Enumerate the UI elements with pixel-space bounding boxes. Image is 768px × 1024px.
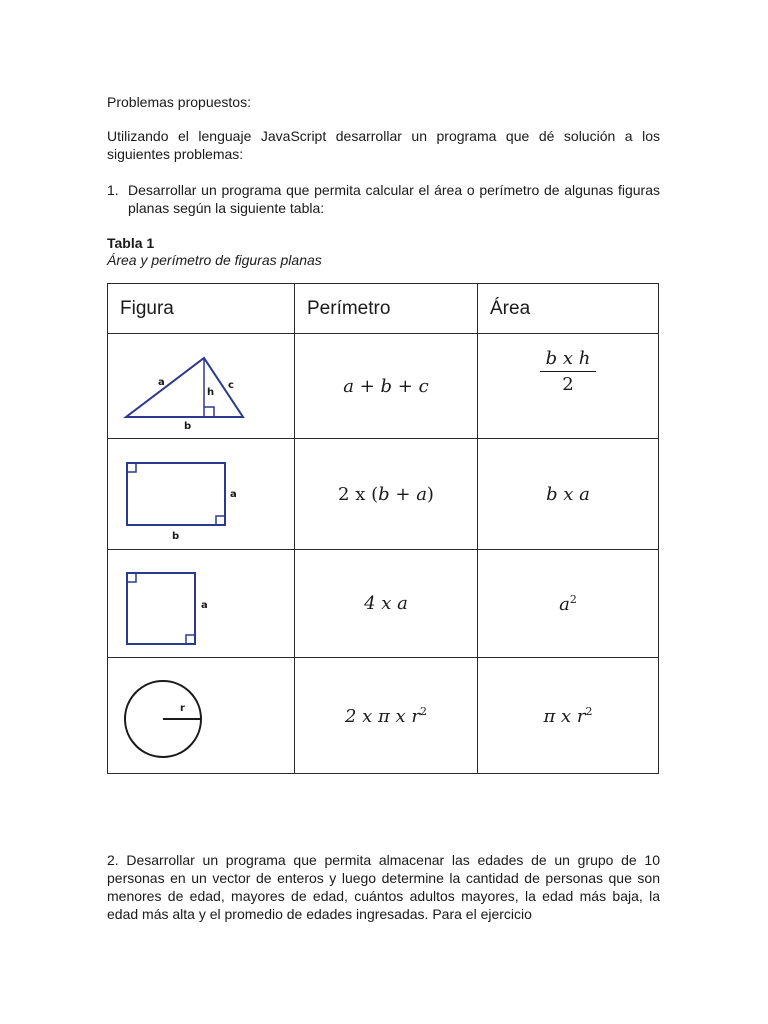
corner-mark-top-left — [127, 573, 136, 582]
rectangle-outline — [127, 463, 225, 525]
section-heading: Problemas propuestos: — [107, 94, 251, 110]
triangle-area-cell — [478, 334, 659, 439]
area-numerator: b x h — [540, 348, 597, 372]
label-a: a — [201, 599, 208, 611]
table-header-row — [108, 284, 659, 334]
label-c: c — [228, 379, 234, 391]
square-area-formula — [559, 594, 577, 615]
area-exponent: 2 — [585, 704, 593, 718]
square-perimeter-formula: 4 x a — [364, 593, 408, 614]
triangle-area-formula — [540, 348, 597, 395]
rectangle-area-cell — [478, 439, 659, 550]
rectangle-figure-cell — [108, 439, 295, 550]
label-a: a — [158, 376, 165, 388]
label-a: a — [230, 488, 237, 500]
triangle-figure — [108, 335, 293, 438]
problem-1-number: 1. — [107, 182, 119, 198]
square-figure-cell — [108, 550, 295, 658]
triangle-figure-cell — [108, 334, 295, 439]
rectangle-perimeter-formula — [338, 484, 434, 505]
perimeter-var-b: b — [378, 483, 390, 505]
label-b: b — [172, 530, 180, 542]
table-row-rectangle — [108, 439, 659, 550]
corner-mark-bottom-right — [186, 635, 195, 644]
perimeter-base: 2 x π x r — [344, 705, 421, 727]
problem-2-text: 2. Desarrollar un programa que permita almacenar las edades de un grupo de 10 personas en un vector de enteros y luego determine la cantidad de personas que son menores de edad, mayores de edad, cuántos adultos mayores, la edad más baja, la edad más alta y el promedio de edades ingresadas. Para el ejercicio — [107, 852, 660, 922]
perimeter-var-a: a — [416, 483, 427, 505]
area-exponent: 2 — [569, 592, 577, 606]
area-base: a — [559, 593, 570, 615]
perimeter-prefix: 2 x ( — [338, 483, 379, 505]
table-row-triangle — [108, 334, 659, 439]
header-figura: Figura — [108, 284, 295, 334]
table-label: Tabla 1 — [107, 235, 155, 251]
square-outline — [127, 573, 195, 644]
rectangle-perimeter-cell — [295, 439, 478, 550]
corner-mark-top-left — [127, 463, 136, 472]
figures-table — [107, 283, 659, 774]
triangle-perimeter-formula: a + b + c — [343, 375, 429, 397]
label-b: b — [184, 420, 192, 432]
circle-figure-cell — [108, 658, 295, 774]
perimeter-exponent: 2 — [420, 704, 428, 718]
circle-figure — [108, 659, 293, 773]
area-base: π x r — [543, 705, 586, 727]
label-r: r — [180, 702, 185, 714]
perimeter-suffix: ) — [426, 483, 434, 505]
circle-area-cell — [478, 658, 659, 774]
square-perimeter-cell — [295, 550, 478, 658]
rectangle-area-formula: b x a — [546, 483, 590, 505]
area-denominator: 2 — [562, 374, 574, 395]
circle-perimeter-formula — [345, 706, 427, 727]
table-caption: Área y perímetro de figuras planas — [107, 252, 322, 268]
header-area: Área — [478, 284, 659, 334]
circle-perimeter-cell — [295, 658, 478, 774]
rectangle-figure — [108, 440, 293, 549]
square-area-cell — [478, 550, 659, 658]
label-h: h — [207, 386, 215, 398]
table-row-circle — [108, 658, 659, 774]
corner-mark-bottom-right — [216, 516, 225, 525]
table-row-square — [108, 550, 659, 658]
triangle-perimeter-cell — [295, 334, 478, 439]
triangle-outline — [126, 358, 243, 417]
right-angle-mark — [204, 407, 214, 417]
perimeter-plus: + — [389, 483, 417, 505]
circle-area-formula — [543, 706, 592, 727]
problem-1 — [107, 181, 660, 217]
problem-1-text: Desarrollar un programa que permita calcular el área o perímetro de algunas figuras planas según la siguiente tabla: — [128, 182, 660, 216]
header-perimetro: Perímetro — [295, 284, 478, 334]
intro-paragraph: Utilizando el lenguaje JavaScript desarrollar un programa que dé solución a los siguientes problemas: — [107, 128, 660, 162]
square-figure — [108, 551, 293, 657]
